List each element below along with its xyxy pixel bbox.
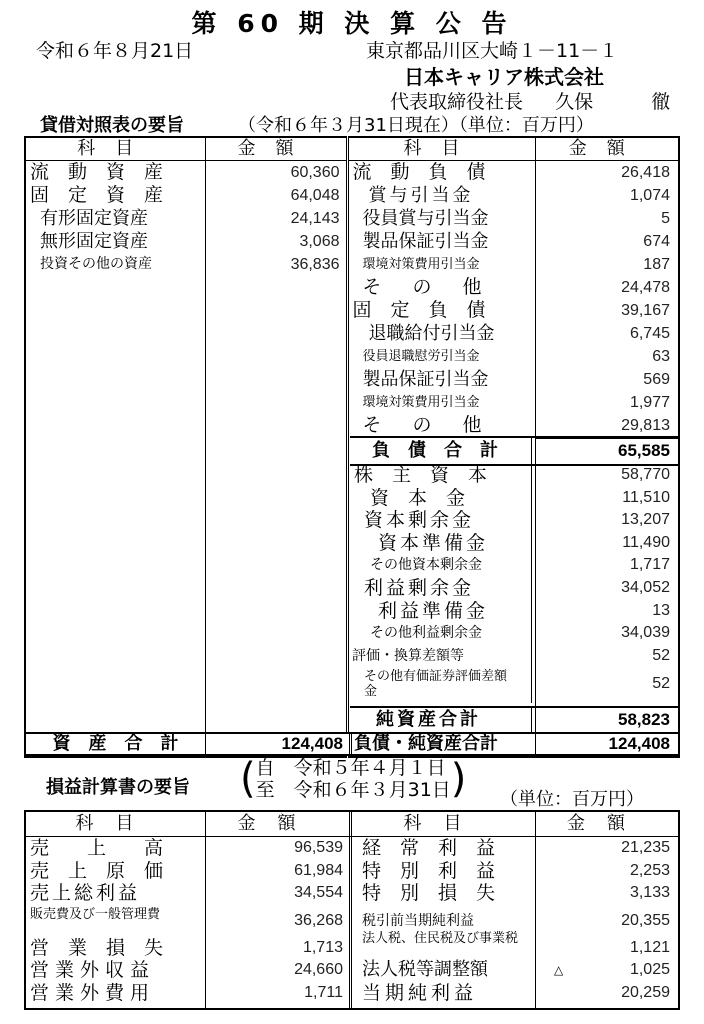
pl-row-non-operating-expenses: 営業外費用 — [30, 981, 156, 1004]
pl-section-title: 損益計算書の要旨 — [46, 777, 190, 798]
bs-row-warranty-provision-fixed: 製品保証引当金 — [362, 369, 489, 390]
bs-row-shareholders-equity: 株 主 資 本 — [354, 464, 488, 486]
pl-row-tax-adjustment: 法人税等調整額 — [362, 959, 488, 980]
bs-value-director-bonus-provision: 5 — [661, 210, 670, 227]
pl-value-gross-profit: 34,554 — [294, 884, 343, 901]
bs-header-item-right: 科目 — [347, 137, 535, 161]
bs-value-other-current: 24,478 — [621, 279, 670, 296]
pl-period-from: 自 令和５年４月１日 — [255, 757, 446, 779]
bs-row-legal-reserve: 利益準備金 — [378, 599, 489, 622]
bs-row-investments: 投資その他の資産 — [40, 256, 152, 272]
bs-value-tangible-assets: 24,143 — [290, 210, 340, 227]
pl-row-ordinary-profit: 経 常 利 益 — [362, 837, 496, 859]
bs-value-bonus-provision: 1,074 — [629, 187, 670, 204]
bs-header-item-left: 科目 — [25, 137, 205, 161]
bs-header-amount-right: 金額 — [535, 137, 679, 161]
bs-row-current-liabilities: 流 動 負 債 — [352, 161, 486, 183]
pl-value-income-taxes: 1,121 — [629, 938, 670, 956]
pl-value-cost-of-sales: 61,984 — [294, 861, 343, 879]
pl-header-amount-right: 金額 — [567, 813, 647, 834]
bs-row-retained-earnings: 利益剰余金 — [364, 576, 475, 599]
bs-value-fixed-assets: 64,048 — [290, 187, 340, 204]
pl-value-tax-adjustment: 1,025 — [629, 961, 670, 978]
pl-value-pretax-income: 20,355 — [621, 911, 670, 929]
bs-row-retirement-provision: 退職給付引当金 — [368, 323, 495, 344]
bs-liabilities-total-row — [350, 436, 678, 466]
pl-value-sales: 96,539 — [294, 839, 343, 856]
representative — [390, 87, 670, 114]
bs-row-other-current: そ の 他 — [362, 276, 488, 298]
bs-value-current-liabilities: 26,418 — [621, 164, 670, 181]
pl-value-operating-loss: 1,713 — [302, 938, 343, 956]
pl-value-ordinary-profit: 21,235 — [621, 839, 670, 856]
bs-section-title: 貸借対照表の要旨 — [40, 115, 184, 136]
bs-row-environment-provision-fixed: 環境対策費用引当金 — [362, 395, 480, 410]
bs-value-other-capital-surplus: 1,717 — [629, 556, 670, 574]
bs-value-capital-surplus: 13,207 — [621, 511, 670, 529]
bs-row-fixed-assets: 固 定 資 産 — [30, 184, 164, 206]
pl-row-operating-loss: 営 業 損 失 — [30, 936, 164, 959]
pl-unit: （単位：百万円） — [500, 789, 644, 810]
bs-value-securities-valuation: 52 — [652, 675, 670, 693]
bs-assets-total-value: 124,408 — [206, 734, 352, 754]
bs-value-capital-stock: 11,510 — [622, 488, 670, 506]
bs-row-director-bonus-provision: 役員賞与引当金 — [362, 208, 489, 229]
bs-row-warranty-provision-current: 製品保証引当金 — [362, 231, 489, 252]
pl-header-item-right: 科目 — [352, 812, 536, 836]
pl-row-sga: 販売費及び一般管理費 — [30, 906, 161, 922]
bs-liabilities-total-label: 負 債 合 計 — [350, 438, 532, 464]
bs-value-warranty-provision-current: 674 — [643, 233, 670, 250]
pl-value-net-income: 20,259 — [621, 983, 670, 1001]
bs-row-bonus-provision: 賞与引当金 — [368, 185, 474, 206]
bs-value-retirement-provision: 6,745 — [629, 325, 670, 342]
bs-value-current-assets: 60,360 — [290, 164, 340, 181]
pl-row-income-taxes: 法人税、住民税及び事業税 — [362, 930, 519, 946]
bs-right-lower — [350, 436, 680, 734]
bs-section-subtitle: （令和６年３月31日現在）（単位：百万円） — [238, 115, 594, 136]
notice-date: 令和６年８月21日 — [36, 40, 194, 62]
left-brace-icon: ( — [240, 754, 256, 804]
bs-value-director-retirement-provision: 63 — [652, 348, 670, 365]
pl-row-pretax-income: 税引前当期純利益 — [362, 912, 474, 929]
company-address: 東京都品川区大崎１－11－１ — [366, 40, 619, 62]
bs-value-other-retained-earnings: 34,039 — [621, 624, 670, 642]
pl-row-extraordinary-income: 特 別 利 益 — [362, 859, 496, 882]
bs-net-assets-total-value: 58,823 — [618, 710, 670, 729]
bs-equity-block — [350, 464, 678, 703]
bs-value-other-fixed: 29,813 — [621, 417, 670, 434]
bs-row-securities-valuation: その他有価証券評価差額金 — [364, 669, 508, 700]
pl-row-sales: 売 上 高 — [30, 837, 164, 859]
negative-triangle-mark: △ — [554, 963, 564, 977]
bs-row-environment-provision-current: 環境対策費用引当金 — [362, 257, 480, 272]
pl-row-non-operating-income: 営業外収益 — [30, 959, 156, 981]
bs-row-director-retirement-provision: 役員退職慰労引当金 — [362, 349, 480, 364]
bs-totals-row — [24, 732, 680, 756]
pl-row-gross-profit: 売上総利益 — [30, 882, 141, 904]
bs-row-valuation-adjustments: 評価・換算差額等 — [352, 647, 464, 664]
bs-value-valuation-adjustments: 52 — [652, 646, 670, 664]
notice-title: 第 60 期 決 算 公 告 — [191, 9, 513, 38]
bs-value-intangible-assets: 3,068 — [299, 233, 340, 250]
bs-value-warranty-provision-fixed: 569 — [643, 371, 670, 388]
bs-value-legal-reserve: 13 — [652, 601, 670, 619]
pl-value-sga: 36,268 — [294, 911, 343, 929]
rep-name-given: 徹 — [651, 91, 671, 113]
pl-value-extraordinary-income: 2,253 — [629, 861, 670, 879]
bs-value-environment-provision-current: 187 — [643, 256, 670, 273]
pl-header-item-left: 科目 — [26, 812, 206, 836]
pl-header-amount-left: 金額 — [206, 812, 352, 836]
pl-period-to: 至 令和６年３月31日 — [255, 779, 451, 801]
pl-row-extraordinary-loss: 特 別 損 失 — [362, 882, 496, 904]
bs-row-capital-surplus: 資本剰余金 — [364, 509, 475, 532]
bs-row-capital-reserve: 資本準備金 — [378, 531, 489, 554]
pl-value-non-operating-expenses: 1,711 — [304, 983, 343, 1001]
income-statement-table — [24, 810, 680, 1010]
bs-row-fixed-liabilities: 固 定 負 債 — [352, 299, 486, 321]
bs-row-tangible-assets: 有形固定資産 — [40, 208, 148, 229]
pl-row-cost-of-sales: 売 上 原 価 — [30, 859, 164, 882]
pl-value-non-operating-income: 24,660 — [294, 961, 343, 978]
bs-row-capital-stock: 資 本 金 — [370, 486, 466, 509]
bs-value-investments: 36,836 — [290, 256, 340, 273]
pl-period — [240, 754, 467, 804]
bs-row-intangible-assets: 無形固定資産 — [40, 231, 148, 252]
bs-row-other-capital-surplus: その他資本剰余金 — [370, 557, 482, 574]
bs-assets-total-label: 資 産 合 計 — [26, 734, 206, 754]
bs-value-retained-earnings: 34,052 — [621, 578, 670, 596]
right-brace-icon: ) — [450, 756, 467, 802]
bs-row-other-retained-earnings: その他利益剰余金 — [370, 625, 482, 642]
company-name: 日本キャリア株式会社 — [404, 65, 604, 89]
bs-liab-equity-total-label: 負債・純資産合計 — [352, 734, 536, 754]
bs-header-amount-left: 金額 — [205, 137, 347, 161]
bs-value-environment-provision-fixed: 1,977 — [629, 394, 670, 411]
bs-liabilities-total-value: 65,585 — [618, 441, 670, 460]
pl-value-extraordinary-loss: 3,133 — [629, 884, 670, 901]
pl-row-net-income: 当期純利益 — [362, 981, 478, 1004]
bs-net-assets-total-label: 純資産合計 — [350, 708, 532, 732]
bs-value-capital-reserve: 11,490 — [622, 533, 670, 551]
bs-value-shareholders-equity: 58,770 — [621, 466, 670, 483]
bs-liab-equity-total-value: 124,408 — [608, 734, 670, 753]
rep-title: 代表取締役社長 — [390, 91, 524, 113]
bs-value-fixed-liabilities: 39,167 — [621, 302, 670, 319]
bs-net-assets-total-row — [350, 706, 678, 732]
bs-row-other-fixed: そ の 他 — [362, 414, 488, 436]
rep-name-family: 久保 — [555, 91, 594, 113]
bs-row-current-assets: 流 動 資 産 — [30, 161, 164, 183]
